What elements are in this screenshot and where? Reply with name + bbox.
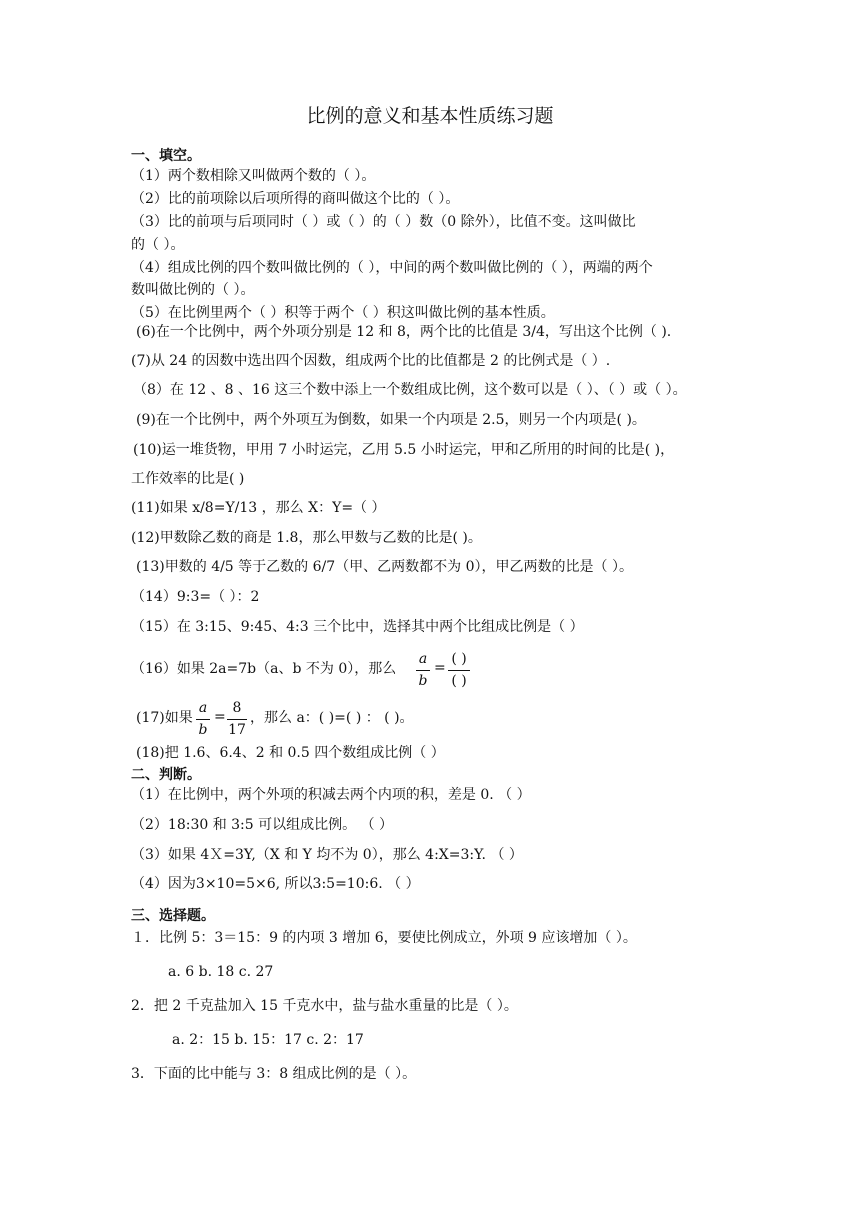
fill-question-4-line1: （4）组成比例的四个数叫做比例的（ ），中间的两个数叫做比例的（ ），两端的两个 (131, 260, 653, 276)
fraction-a-over-b (416, 650, 430, 692)
fill-question-3-line2: 的（ ）。 (131, 237, 185, 253)
judge-question-3: （3）如果 4Ｘ=3Y,（X 和 Y 均不为 0），那么 4:X=3:Y. （ ） (131, 847, 523, 863)
fill-question-9: (9)在一个比例中，两个外项互为倒数，如果一个内项是 2.5，则另一个内项是( )。 (136, 412, 646, 428)
fill-question-11: (11)如果 x/8=Y/13 ，那么 X：Y=（ ） (131, 500, 386, 516)
fill-question-12: (12)甲数除乙数的商是 1.8，那么甲数与乙数的比是( )。 (131, 530, 482, 546)
fill-question-10-line2: 工作效率的比是( ) (131, 471, 245, 487)
fraction-bar (448, 670, 470, 671)
section-choice: 三、选择题。 (131, 908, 215, 924)
judge-question-4: （4）因为3×10=5×6, 所以3:5=10:6. （ ） (131, 876, 420, 892)
fill-question-6: (6)在一个比例中，两个外项分别是 12 和 8，两个比的比值是 3/4，写出这个比例（ ). (136, 324, 672, 340)
fill-question-3-line1: （3）比的前项与后项同时（ ）或（ ）的（ ）数（0 除外），比值不变。这叫做比 (131, 214, 636, 230)
choice-question-1: １．比例 5：3＝15：9 的内项 3 增加 6，要使比例成立，外项 9 应该增加（ ）。 (131, 930, 637, 946)
choice-question-1-options: a. 6 b. 18 c. 27 (168, 964, 274, 980)
fraction-numerator: a (418, 651, 428, 667)
equals-sign: = (434, 660, 446, 676)
fill-question-18: (18)把 1.6、6.4、2 和 0.5 四个数组成比例（ ） (136, 745, 445, 761)
fill-question-5: （5）在比例里两个（ ）积等于两个（ ）积这叫做比例的基本性质。 (131, 305, 555, 321)
fraction-8-over-17 (227, 699, 247, 741)
fraction-bar (196, 719, 210, 720)
fill-question-4-line2: 数叫做比例的（ ）。 (131, 282, 255, 298)
fraction-a-over-b (196, 699, 210, 741)
fill-question-17-prefix: (17)如果 (136, 710, 193, 726)
section-fill-in: 一、填空。 (131, 148, 201, 164)
fill-question-15: （15）在 3:15、9:45、4:3 三个比中，选择其中两个比组成比例是（ ） (131, 619, 584, 635)
fill-question-7: (7)从 24 的因数中选出四个因数，组成两个比的比值都是 2 的比例式是（ ）. (131, 353, 611, 369)
page-title: 比例的意义和基本性质练习题 (306, 105, 554, 127)
choice-question-2-options: a. 2：15 b. 15：17 c. 2：17 (172, 1032, 364, 1048)
judge-question-1: （1）在比例中，两个外项的积减去两个内项的积，差是 0. （ ） (131, 787, 531, 803)
fill-question-8: （8）在 12 、8 、16 这三个数中添上一个数组成比例，这个数可以是（ ）、（ ）或（ ）。 (133, 382, 687, 398)
choice-question-2: 2．把 2 千克盐加入 15 千克水中，盐与盐水重量的比是（ ）。 (131, 998, 518, 1014)
equals-sign: = (214, 709, 226, 725)
fraction-blank-denominator: ( ) (451, 673, 467, 689)
section-judge: 二、判断。 (131, 767, 201, 783)
fraction-numerator: 8 (232, 700, 242, 716)
fraction-denominator: 17 (228, 722, 246, 738)
fraction-blank-numerator: ( ) (451, 651, 467, 667)
fill-question-17-suffix: ，那么 a：( )=( ) ： ( )。 (250, 710, 414, 726)
fraction-blank (448, 650, 470, 692)
fraction-denominator: b (198, 722, 208, 738)
fill-question-1: （1）两个数相除又叫做两个数的（ ）。 (131, 168, 376, 184)
fill-question-14: （14）9:3=（ ）：2 (131, 589, 260, 605)
fraction-bar (227, 719, 247, 720)
judge-question-2: （2）18:30 和 3:5 可以组成比例。 （ ） (131, 817, 394, 833)
choice-question-3: 3．下面的比中能与 3：8 组成比例的是（ ）。 (131, 1066, 417, 1082)
fraction-bar (416, 670, 430, 671)
fill-question-16-text: （16）如果 2a=7b（a、b 不为 0），那么 (131, 661, 397, 677)
fill-question-2: （2）比的前项除以后项所得的商叫做这个比的（ ）。 (131, 191, 460, 207)
fraction-denominator: b (418, 673, 428, 689)
fraction-numerator: a (198, 700, 208, 716)
fill-question-10-line1: (10)运一堆货物，甲用 7 小时运完，乙用 5.5 小时运完，甲和乙所用的时间的比是( )， (133, 442, 675, 458)
fill-question-13: (13)甲数的 4/5 等于乙数的 6/7（甲、乙两数都不为 0），甲乙两数的比是（ ）。 (136, 559, 633, 575)
